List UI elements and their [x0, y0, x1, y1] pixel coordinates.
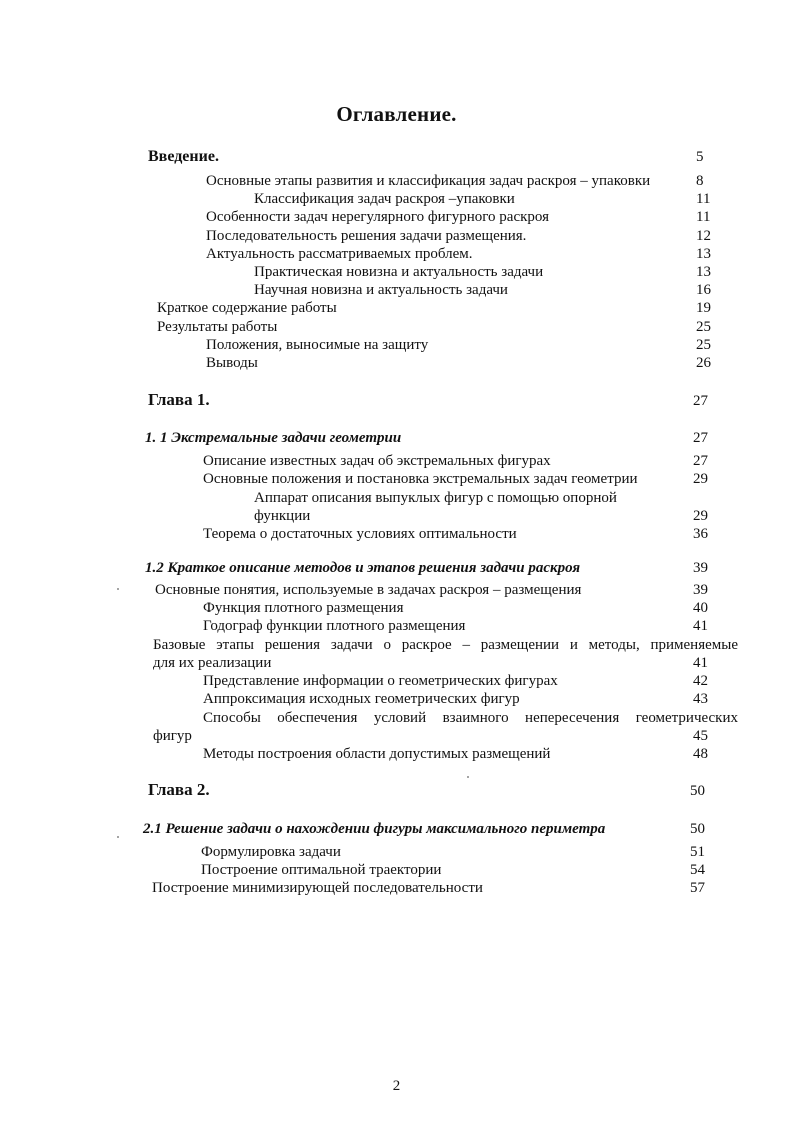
toc-entry: Результаты работы: [157, 319, 278, 335]
toc-page-number: 41: [693, 618, 708, 634]
toc-entry: Базовые этапы решения задачи о раскрое – размещении и методы, применяемые: [153, 637, 738, 653]
toc-page-number: 40: [693, 600, 708, 616]
toc-page-number: 19: [696, 300, 711, 316]
toc-page-number: 11: [696, 209, 711, 225]
toc-entry: Краткое содержание работы: [157, 300, 337, 316]
toc-entry: Научная новизна и актуальность задачи: [254, 282, 508, 298]
toc-page-number: 13: [696, 246, 711, 262]
toc-entry: Построение оптимальной траектории: [201, 862, 442, 878]
toc-page-number: 36: [693, 526, 708, 542]
toc-entry-continuation: фигур: [153, 728, 192, 744]
toc-entry: Аппроксимация исходных геометрических фигур: [203, 691, 520, 707]
toc-page-number: 48: [693, 746, 708, 762]
toc-entry: Классификация задач раскроя –упаковки: [254, 191, 515, 207]
toc-page-number: 50: [690, 783, 705, 799]
toc-entry-continuation: функции: [254, 508, 311, 524]
page-title: Оглавление.: [336, 102, 457, 126]
toc-entry-section: 1. 1 Экстремальные задачи геометрии: [145, 430, 402, 446]
toc-entry-chapter-2: Глава 2.: [148, 780, 210, 799]
toc-entry: Описание известных задач об экстремальных фигурах: [203, 453, 551, 469]
toc-entry: Функция плотного размещения: [203, 600, 404, 616]
toc-page-number: 26: [696, 355, 711, 371]
toc-page-number: 27: [693, 453, 708, 469]
toc-entry-section: 1.2 Краткое описание методов и этапов решения задачи раскроя: [145, 560, 581, 576]
toc-page-number: 41: [693, 655, 708, 671]
toc-page-number: 27: [693, 430, 708, 446]
toc-entry: Формулировка задачи: [201, 844, 341, 860]
toc-page-number: 25: [696, 319, 711, 335]
scan-speck: [467, 776, 469, 778]
toc-entry: Актуальность рассматриваемых проблем.: [206, 246, 473, 262]
toc-entry: Выводы: [206, 355, 258, 371]
toc-entry: Способы обеспечения условий взаимного непересечения геометрических: [203, 710, 738, 726]
toc-page-number: 27: [693, 393, 708, 409]
toc-page-number: 43: [693, 691, 708, 707]
toc-entry: Особенности задач нерегулярного фигурного раскроя: [206, 209, 550, 225]
toc-page-number: 57: [690, 880, 705, 896]
toc-entry: Методы построения области допустимых размещений: [203, 746, 551, 762]
toc-entry: Представление информации о геометрических фигурах: [203, 673, 558, 689]
toc-entry: Основные этапы развития и классификация задач раскроя – упаковки: [206, 173, 651, 189]
toc-entry: Основные положения и постановка экстремальных задач геометрии: [203, 471, 638, 487]
toc-page-number: 39: [693, 582, 708, 598]
toc-entry-section: 2.1 Решение задачи о нахождении фигуры максимального периметра: [143, 821, 606, 837]
toc-page-number: 54: [690, 862, 705, 878]
toc-entry: Теорема о достаточных условиях оптимальности: [203, 526, 517, 542]
toc-page-number: 29: [693, 508, 708, 524]
toc-page-number: 42: [693, 673, 708, 689]
toc-page-number: 5: [696, 149, 704, 165]
toc-page-number: 16: [696, 282, 711, 298]
toc-page-number: 51: [690, 844, 705, 860]
toc-entry: Основные понятия, используемые в задачах раскроя – размещения: [155, 582, 582, 598]
toc-entry: Аппарат описания выпуклых фигур с помощью опорной: [254, 490, 617, 506]
toc-entry: Практическая новизна и актуальность задачи: [254, 264, 544, 280]
toc-page-number: 50: [690, 821, 705, 837]
toc-page-number: 25: [696, 337, 711, 353]
scan-speck: [117, 836, 119, 838]
toc-page-number: 11: [696, 191, 711, 207]
toc-entry-introduction: Введение.: [148, 148, 219, 165]
toc-page-number: 39: [693, 560, 708, 576]
toc-entry-chapter-1: Глава 1.: [148, 390, 210, 409]
scan-speck: [117, 588, 119, 590]
toc-entry-continuation: для их реализации: [153, 655, 272, 671]
toc-page-number: 12: [696, 228, 711, 244]
toc-page-number: 45: [693, 728, 708, 744]
toc-page-number: 13: [696, 264, 711, 280]
toc-page-number: 29: [693, 471, 708, 487]
page-number: 2: [392, 1078, 401, 1094]
toc-entry: Положения, выносимые на защиту: [206, 337, 429, 353]
toc-entry: Годограф функции плотного размещения: [203, 618, 466, 634]
toc-page-number: 8: [696, 173, 704, 189]
toc-entry: Последовательность решения задачи размещения.: [206, 228, 527, 244]
toc-entry: Построение минимизирующей последовательности: [152, 880, 483, 896]
